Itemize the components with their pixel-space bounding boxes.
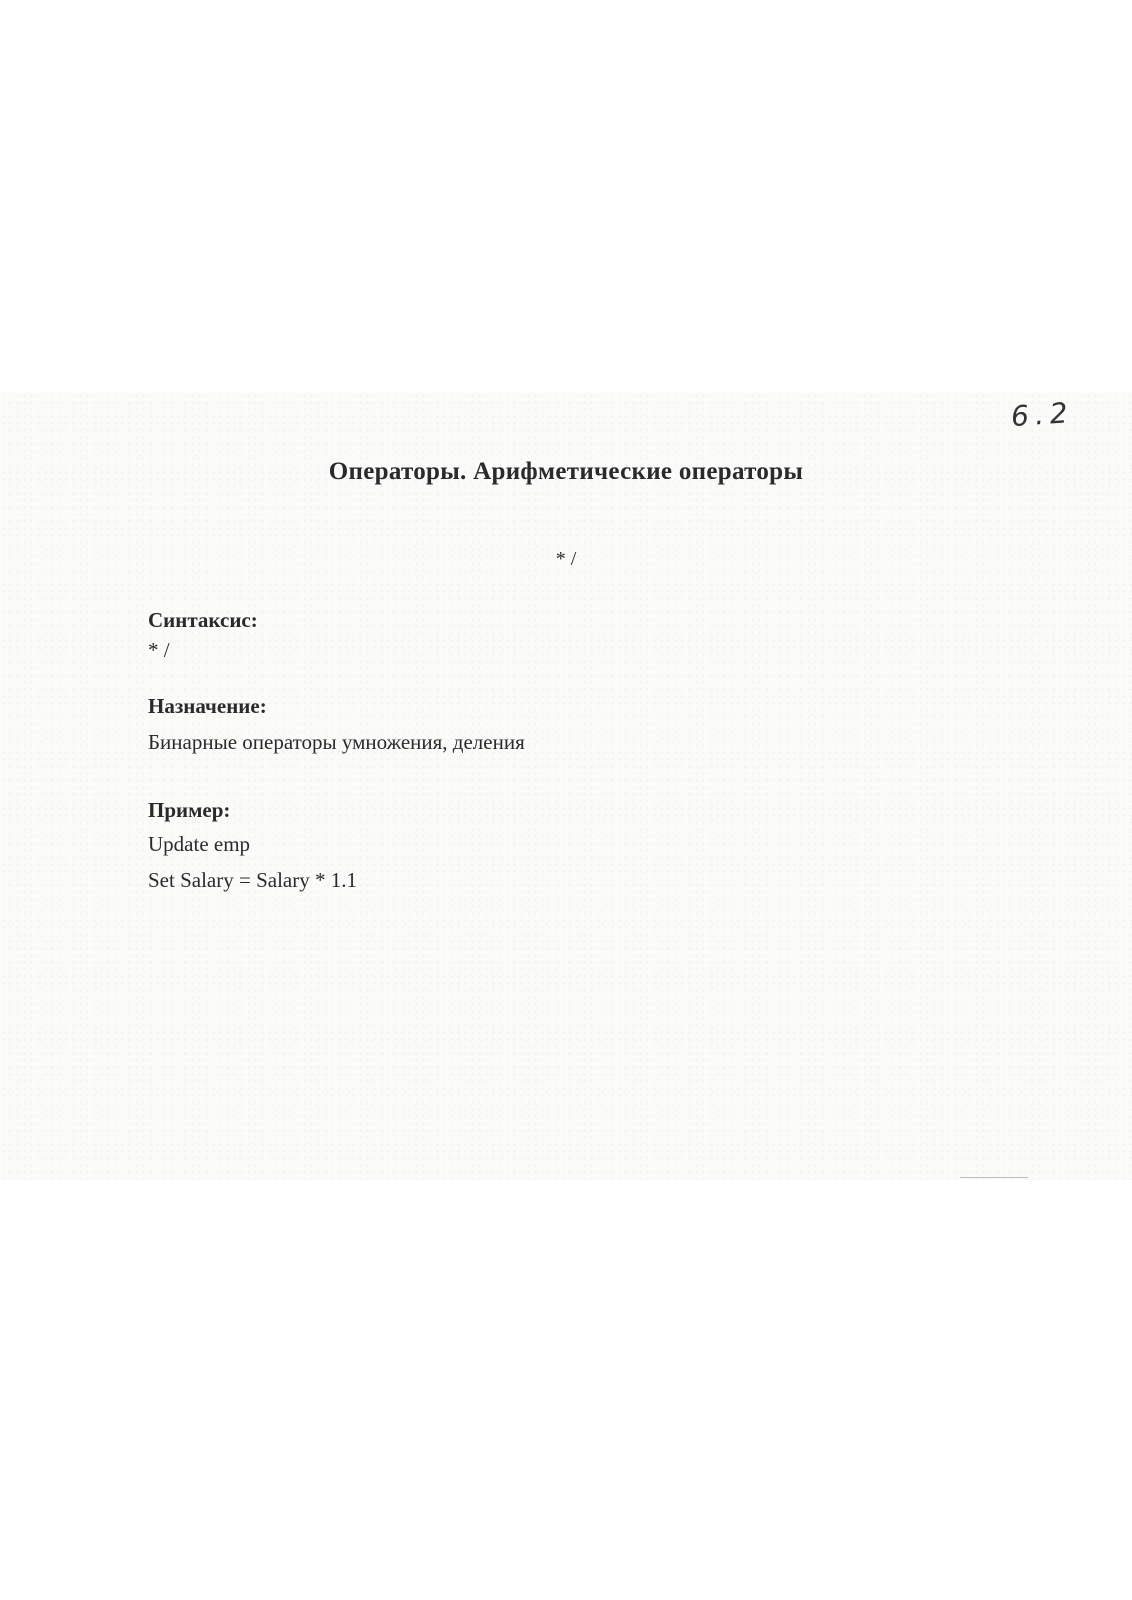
purpose-text: Бинарные операторы умножения, деления	[148, 730, 525, 754]
example-line: Update emp	[148, 832, 251, 856]
purpose-section	[148, 692, 525, 758]
syntax-section	[148, 606, 258, 666]
page-title: Операторы. Арифметические операторы	[328, 458, 804, 485]
document-card	[0, 392, 1132, 1180]
example-line: Set Salary = Salary * 1.1	[148, 868, 357, 892]
operator-symbol: * /	[555, 548, 577, 570]
example-section	[148, 796, 357, 896]
example-heading: Пример:	[148, 798, 231, 822]
purpose-heading: Назначение:	[148, 694, 267, 718]
card-edge-line	[960, 1177, 1028, 1178]
handwritten-page-number: 6.2	[1010, 395, 1076, 434]
syntax-heading: Синтаксис:	[148, 608, 258, 632]
syntax-text: * /	[148, 638, 170, 662]
